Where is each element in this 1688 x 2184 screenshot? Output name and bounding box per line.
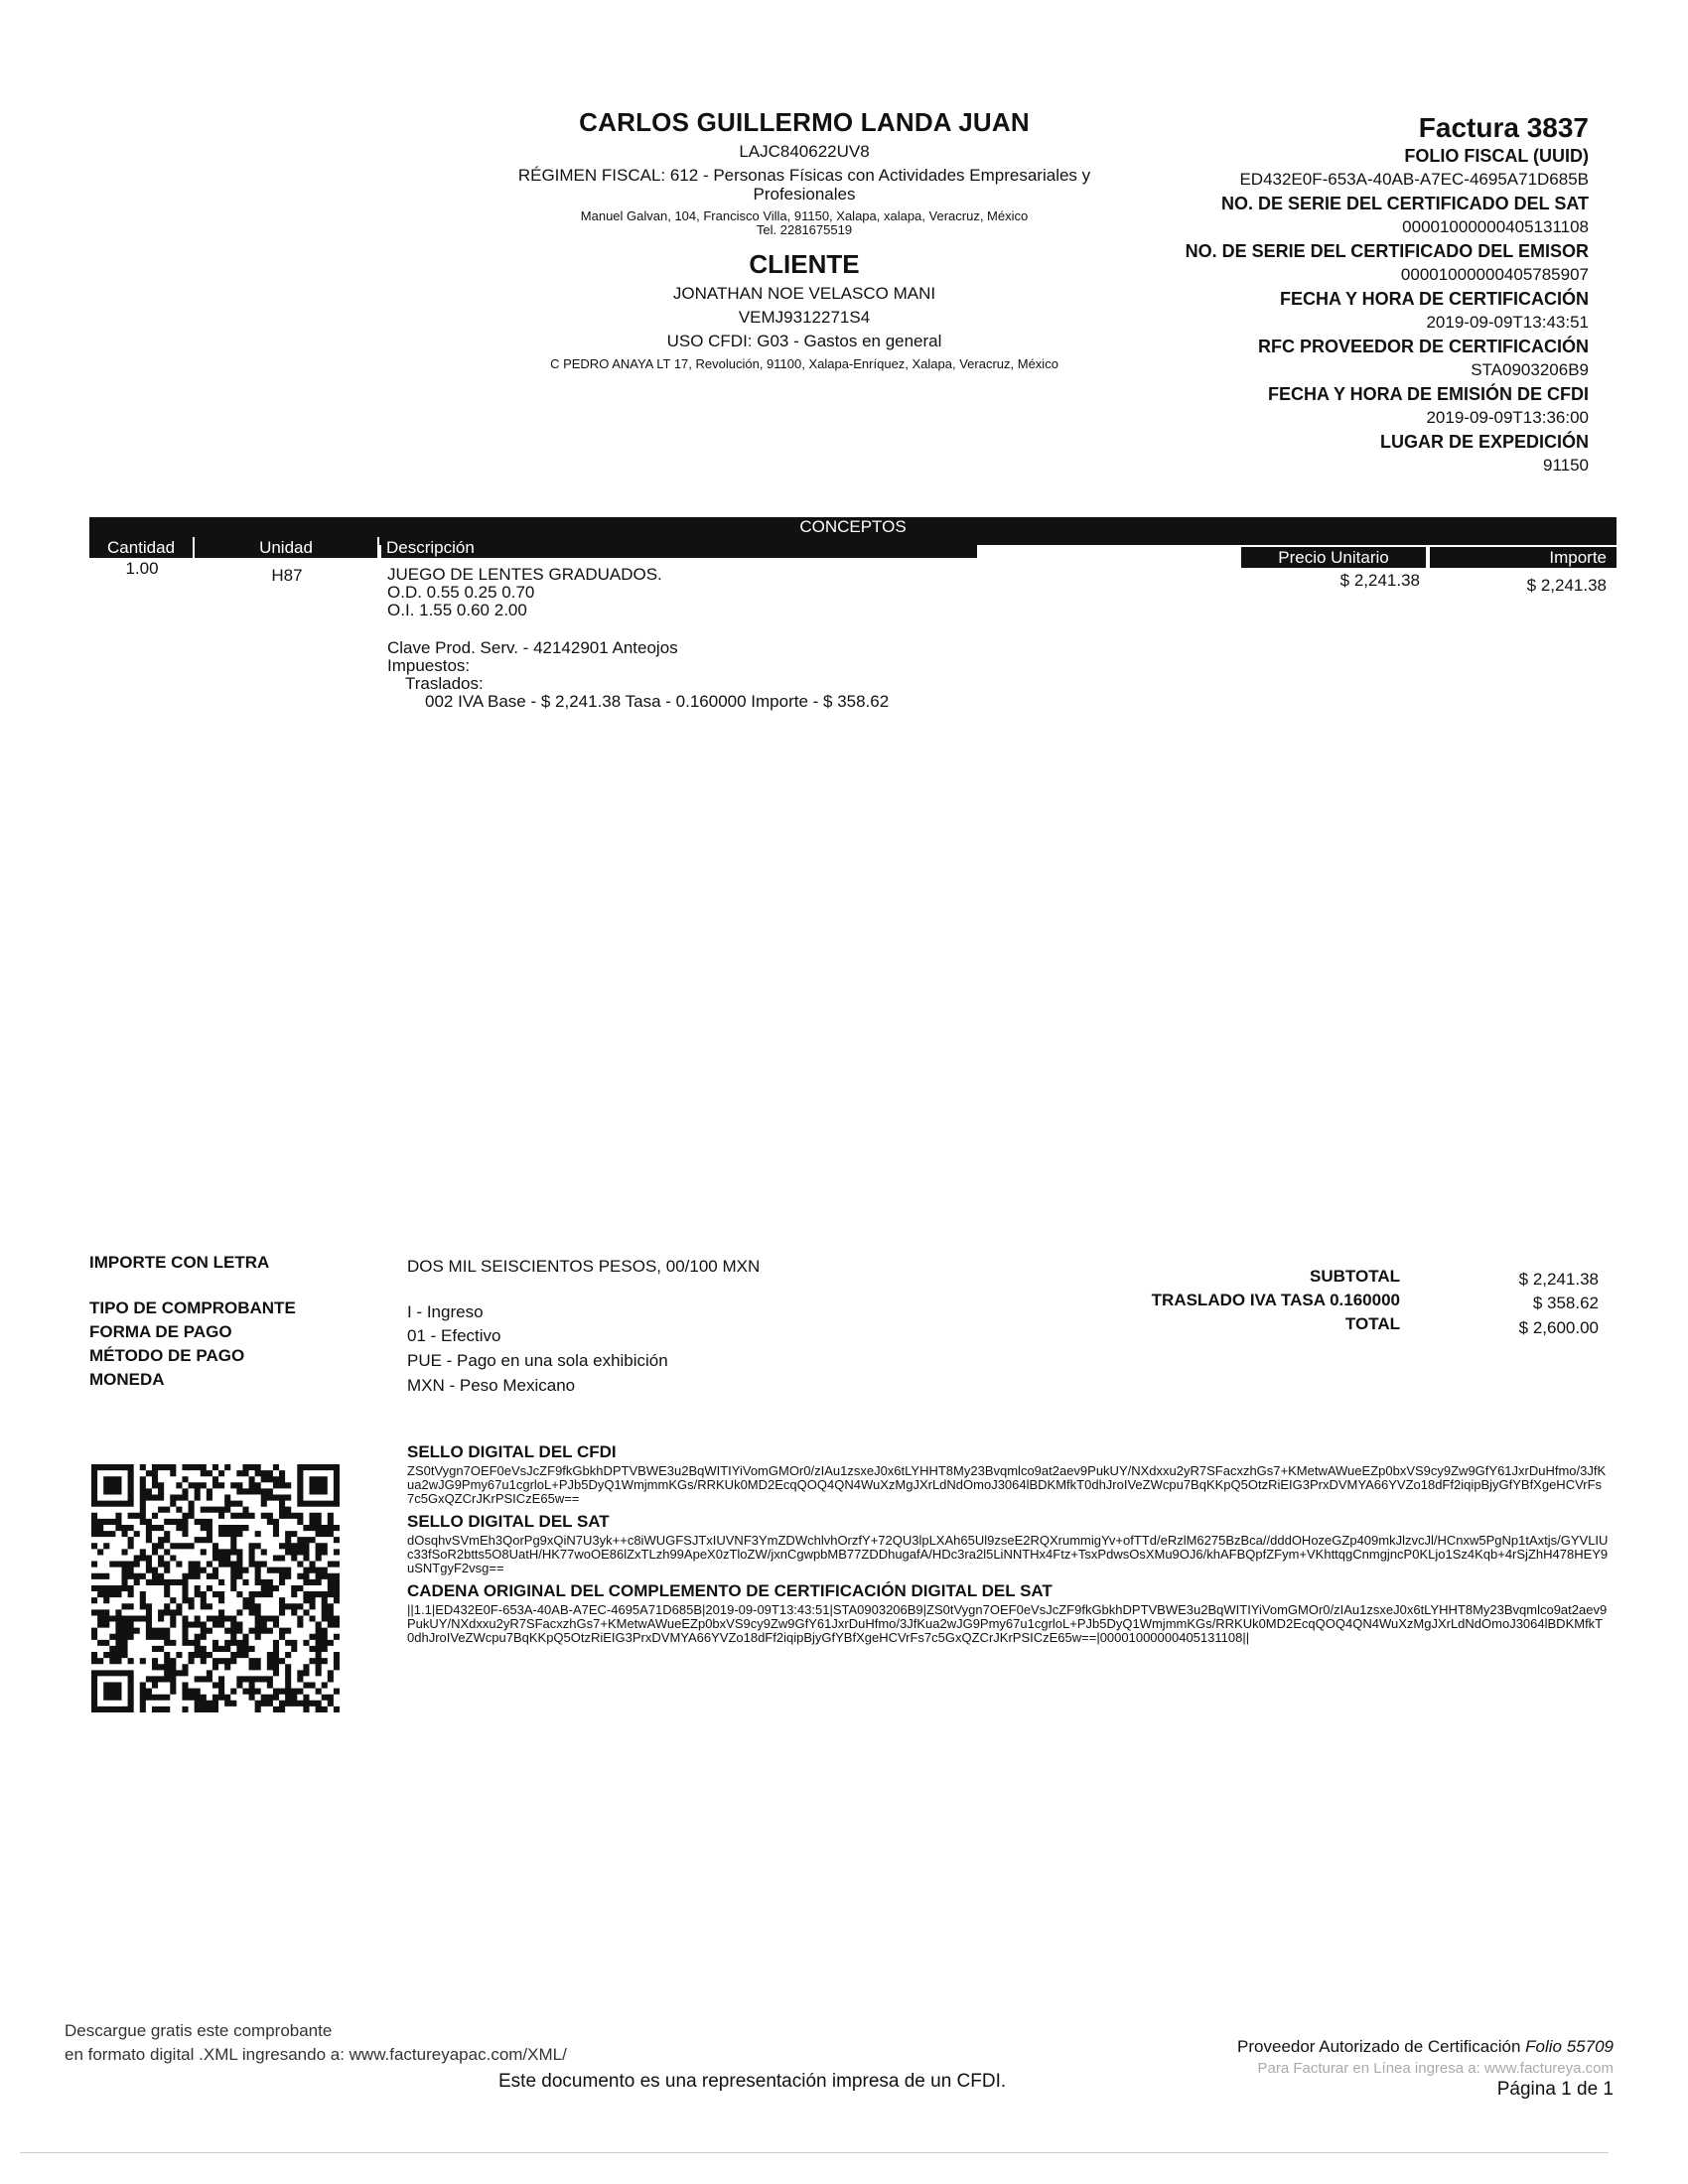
serie-emisor-label: NO. DE SERIE DEL CERTIFICADO DEL EMISOR (1185, 241, 1589, 261)
bottom-rule (20, 2152, 1609, 2153)
moneda-label: MONEDA (89, 1370, 165, 1389)
tipo-value: I - Ingreso (407, 1302, 484, 1321)
item-unidad: H87 (271, 566, 303, 585)
issuer-address: Manuel Galvan, 104, Francisco Villa, 91150, Xalapa, xalapa, Veracruz, México (580, 208, 1029, 223)
sello-sat-value: dOsqhvSVmEh3QorPg9xQiN7U3yk++c8iWUGFSJTxIUVNF3YmZDWchlvhOrzfY+72QU3lpLXAh65Ul9zseE2RQXrummigYv+ofTTd/eRzlM6275BzBca//dddOHozeGZp409mkJlzvcJl/HCnxw5PgNp1tAxtjs/GYVLIUc33fSoR2btts5O8UatH/HK77woOE86lZxTLzh99ApeX0zTloZW/jxnCgwpbMB77ZDDhugafA/HDc3ra2l5LiNNTHx4Ftz+TsxPdwsOsXMu9OJ6/khAFBQpfZFym+VKhttqgCnmgjncP0KLjo1Sz4Kqb+4rSjZhH478HEY9uSNTgyF2vsg== (407, 1533, 1609, 1575)
footer-page: Página 1 de 1 (1496, 2079, 1614, 2100)
qr-code-icon (91, 1464, 340, 1712)
item-desc-line2: O.D. 0.55 0.25 0.70 (387, 583, 535, 602)
footer-folio: Folio 55709 (1525, 2037, 1614, 2056)
issuer-regimen: RÉGIMEN FISCAL: 612 - Personas Físicas con Actividades Empresariales y Profesionales (517, 166, 1091, 204)
item-traslados: Traslados: (405, 674, 484, 693)
iva-label: TRASLADO IVA TASA 0.160000 (1151, 1291, 1400, 1309)
serie-sat-value: 00001000000405131108 (1402, 217, 1589, 236)
fecha-emision-value: 2019-09-09T13:36:00 (1426, 408, 1589, 427)
fecha-emision-label: FECHA Y HORA DE EMISIÓN DE CFDI (1267, 384, 1589, 404)
item-cantidad: 1.00 (125, 559, 159, 578)
item-desc-line3: O.I. 1.55 0.60 2.00 (387, 601, 527, 619)
metodo-value: PUE - Pago en una sola exhibición (407, 1351, 668, 1370)
importe-letra-label: IMPORTE CON LETRA (89, 1253, 270, 1272)
issuer-rfc: LAJC840622UV8 (739, 142, 870, 161)
client-uso-cfdi: USO CFDI: G03 - Gastos en general (666, 332, 942, 350)
invoice-block (1033, 112, 1589, 478)
forma-label: FORMA DE PAGO (89, 1322, 232, 1341)
client-rfc: VEMJ9312271S4 (738, 308, 871, 327)
col-descripcion-header: Descripción (381, 537, 977, 558)
footer-left (65, 2019, 567, 2067)
conceptos-title: CONCEPTOS (799, 517, 907, 536)
importe-letra-value: DOS MIL SEISCIENTOS PESOS, 00/100 MXN (407, 1257, 761, 1276)
item-description (387, 566, 983, 711)
col-unidad-header: Unidad (195, 537, 379, 558)
cadena-value: ||1.1|ED432E0F-653A-40AB-A7EC-4695A71D685B|2019-09-09T13:43:51|STA0903206B9|ZS0tVygn7OEF0eVsJcZF9fkGbkhDPTVBWE3u2BqWITIYiVomGMOr0/zIAu1zsxeJ0x6tLYHHT8My23Bvqmlco9at2aev9PukUY/NXdxxu2yR7SFacxzhGs7+KMetwAWueEZp0bxVS9cy9Zw9GfY61JxrDuHfmo/3JfKua2wJG9Pmy67u1cgrloL+PJb5DyQ1WmjmmKGs/RRKUk0MD2EcqQOQ4QN4WuXzMgJXrLdNdOmoJ3064lBDKMfkT0dhJroIVeZWcpu7BqKKpQ5OtzRiEIG3PrxDVMYA66YVZo18dFf2iqipBjyGfYBfXgeHCVrFs7c5GxQZCrJKrPSICzE65w==|00001000000405131108|| (407, 1602, 1608, 1645)
footer-prov: Proveedor Autorizado de Certificación (1237, 2037, 1521, 2056)
issuer-tel: Tel. 2281675519 (756, 222, 853, 237)
lugar-value: 91150 (1542, 456, 1589, 475)
serie-sat-label: NO. DE SERIE DEL CERTIFICADO DEL SAT (1220, 194, 1589, 213)
total-value: $ 2,600.00 (1518, 1318, 1599, 1337)
rfc-prov-value: STA0903206B9 (1471, 360, 1589, 379)
issuer-name: CARLOS GUILLERMO LANDA JUAN (579, 107, 1030, 137)
uuid-value: ED432E0F-653A-40AB-A7EC-4695A71D685B (1239, 170, 1589, 189)
sello-cfdi-label: SELLO DIGITAL DEL CFDI (407, 1442, 617, 1461)
subtotal-value: $ 2,241.38 (1518, 1270, 1599, 1289)
col-precio-header: Precio Unitario (1241, 547, 1428, 568)
footer-center: Este documento es una representación impresa de un CFDI. (498, 2071, 1007, 2092)
sello-cfdi-value: ZS0tVygn7OEF0eVsJcZF9fkGbkhDPTVBWE3u2BqWITIYiVomGMOr0/zIAu1zsxeJ0x6tLYHHT8My23Bvqmlco9at2aev9PukUY/NXdxxu2yR7SFacxzhGs7+KMetwAWueEZp0bxVS9cy9Zw9GfY61JxrDuHfmo/3JfKua2wJG9Pmy67u1cgrloL+PJb5DyQ1WmjmmKGs/RRKUk0MD2EcqQOQ4QN4WuXzMgJXrLdNdOmoJ3064lBDKMfkT0dhJroIVeZWcpu7BqKKpQ5OtzRiEIG3PrxDVMYA66YVZo18dFf2iqipBjyGfYBfXgeHCVrFs7c5GxQZCrJKrPSICzE65w== (407, 1463, 1607, 1506)
client-name: JONATHAN NOE VELASCO MANI (672, 284, 936, 303)
invoice-title: Factura 3837 (1418, 112, 1589, 143)
subtotal-label: SUBTOTAL (1310, 1267, 1400, 1286)
item-impuestos: Impuestos: (387, 656, 471, 675)
item-precio: $ 2,241.38 (1339, 571, 1420, 590)
footer-left-line2: en formato digital .XML ingresando a: www.factureyapac.com/XML/ (65, 2045, 567, 2064)
item-clave: Clave Prod. Serv. - 42142901 Anteojos (387, 638, 678, 657)
client-address: C PEDRO ANAYA LT 17, Revolución, 91100, Xalapa-Enríquez, Xalapa, Veracruz, México (550, 356, 1058, 371)
sello-sat-label: SELLO DIGITAL DEL SAT (407, 1512, 610, 1531)
forma-value: 01 - Efectivo (407, 1326, 501, 1345)
cadena-label: CADENA ORIGINAL DEL COMPLEMENTO DE CERTIFICACIÓN DIGITAL DEL SAT (407, 1581, 1053, 1600)
uuid-label: FOLIO FISCAL (UUID) (1404, 146, 1589, 166)
footer-web: Para Facturar en Línea ingresa a: www.factureya.com (1257, 2060, 1614, 2077)
sellos-block (407, 1442, 1609, 1645)
item-desc-line1: JUEGO DE LENTES GRADUADOS. (387, 565, 662, 584)
item-iva: 002 IVA Base - $ 2,241.38 Tasa - 0.160000 Importe - $ 358.62 (425, 692, 890, 711)
iva-value: $ 358.62 (1532, 1294, 1599, 1312)
footer-left-line1: Descargue gratis este comprobante (65, 2021, 333, 2040)
metodo-label: MÉTODO DE PAGO (89, 1346, 245, 1365)
item-importe: $ 2,241.38 (1526, 576, 1607, 595)
moneda-value: MXN - Peso Mexicano (407, 1376, 576, 1395)
tipo-label: TIPO DE COMPROBANTE (89, 1298, 296, 1317)
fecha-cert-label: FECHA Y HORA DE CERTIFICACIÓN (1279, 289, 1589, 309)
col-cantidad-header: Cantidad (89, 537, 195, 558)
total-label: TOTAL (1344, 1314, 1400, 1333)
footer-right (1237, 2037, 1614, 2101)
client-title: CLIENTE (749, 249, 860, 279)
lugar-label: LUGAR DE EXPEDICIÓN (1379, 432, 1589, 452)
col-importe-header: Importe (1430, 547, 1617, 568)
rfc-prov-label: RFC PROVEEDOR DE CERTIFICACIÓN (1257, 337, 1589, 356)
fecha-cert-value: 2019-09-09T13:43:51 (1426, 313, 1589, 332)
serie-emisor-value: 00001000000405785907 (1400, 265, 1589, 284)
